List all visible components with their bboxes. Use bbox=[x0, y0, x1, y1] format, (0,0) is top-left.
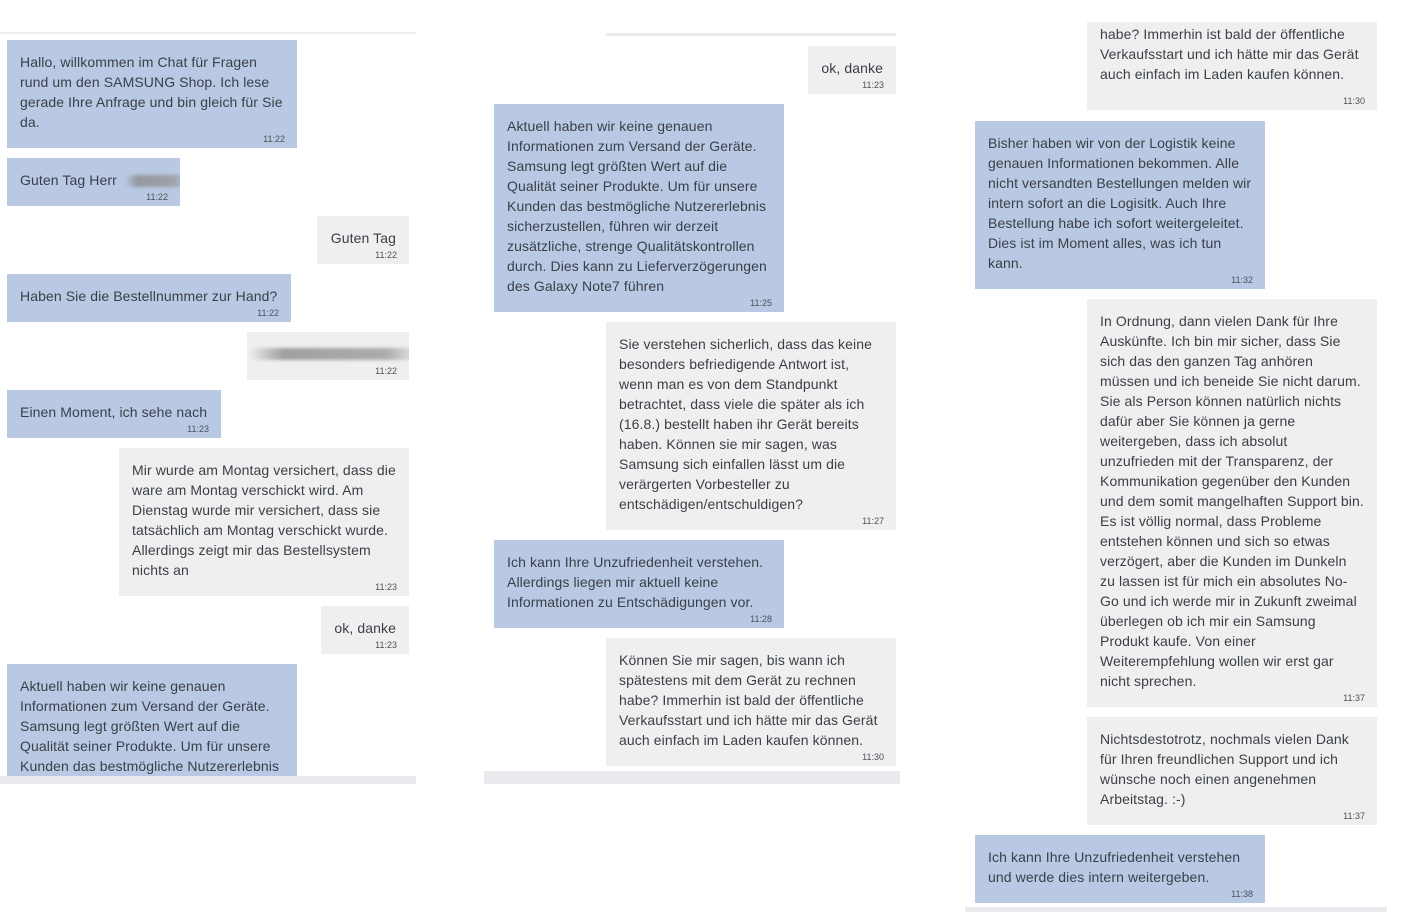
panel-bottom-bar bbox=[484, 771, 900, 784]
message-text: Mir wurde am Montag versichert, dass die ware am Montag verschickt wird. Am Dienstag wurde mir versichert, dass sie tatsächlich am Montag verschickt wurde. Allerdings zeigt mir das Bestellsystem nichts an bbox=[132, 462, 396, 578]
message-text: Sie verstehen sicherlich, dass das keine besonders befriedigende Antwort ist, wenn man es von dem Standpunkt betrachtet, dass viele die später als ich (16.8.) bestellt haben ihr Gerät bereits haben. Können sie mir sagen, was Samsung sich einfallen lässt um die verärgerten Vorbesteller zu entschädigen/entschuldigen? bbox=[619, 336, 873, 512]
message-time: 11:22 bbox=[375, 366, 397, 376]
redacted-name bbox=[125, 175, 180, 187]
message-time: 11:30 bbox=[862, 752, 884, 762]
agent-message bbox=[7, 664, 297, 776]
message-text: Hallo, willkommen im Chat für Fragen rund um den SAMSUNG Shop. Ich lese gerade Ihre Anfrage und bin gleich für Sie da. bbox=[20, 54, 283, 130]
chat-panel-2[interactable] bbox=[484, 0, 900, 912]
message-text: habe? Immerhin ist bald der öffentliche Verkaufsstart und ich hätte mir das Gerät auch einfach im Laden kaufen können. bbox=[1100, 26, 1359, 82]
agent-message bbox=[975, 835, 1265, 903]
user-message bbox=[606, 322, 896, 530]
agent-message bbox=[7, 40, 297, 148]
chat-panel-1[interactable] bbox=[0, 0, 416, 912]
message-time: 11:23 bbox=[375, 582, 397, 592]
message-time: 11:23 bbox=[862, 80, 884, 90]
user-message bbox=[119, 448, 409, 596]
message-text: Bisher haben wir von der Logistik keine genauen Informationen bekommen. Alle nicht versandten Bestellungen melden wir intern sofort an die Logisitk. Auch Ihre Bestellung habe ich sofort weitergeleitet. Dies ist im Moment alles, was ich tun kann. bbox=[988, 135, 1252, 271]
message-text: ok, danke bbox=[334, 620, 396, 636]
agent-message bbox=[494, 104, 784, 312]
chat-panel-3[interactable] bbox=[965, 0, 1387, 912]
message-text: Ich kann Ihre Unzufriedenheit verstehen und werde dies intern weitergeben. bbox=[988, 849, 1241, 885]
message-time: 11:28 bbox=[750, 614, 772, 624]
message-time: 11:22 bbox=[375, 250, 397, 260]
user-message bbox=[606, 638, 896, 766]
agent-message bbox=[7, 274, 291, 322]
message-text: Einen Moment, ich sehe nach bbox=[20, 404, 208, 420]
panel-bottom-bar bbox=[0, 776, 416, 784]
message-time: 11:23 bbox=[375, 640, 397, 650]
message-time: 11:22 bbox=[146, 192, 168, 202]
panel-top-crop bbox=[965, 0, 1387, 22]
message-text: Nichtsdestotrotz, nochmals vielen Dank für Ihren freundlichen Support und ich wünsche noch einen angenehmen Arbeitstag. :-) bbox=[1100, 731, 1349, 807]
message-text: In Ordnung, dann vielen Dank für Ihre Auskünfte. Ich bin mir sicher, dass Sie sich das den ganzen Tag anhören müssen und ich beneide Sie nicht darum. Sie als Person können natürlich nichts dafür aber Sie können ja gerne weitergeben, dass ich absolut unzufrieden mit der Transparenz, der Kommunikation gegenüber den Kunden und dem somit mangelhaften Support bin. Es ist völlig normal, dass Probleme entstehen können und sich so etwas verzögert, aber die Kunden im Dunkeln zu lassen ist für mich ein absolutes No-Go und ich werde mir in Zukunft zweimal überlegen ob ich mir ein Samsung Produkt kaufe. Von einer Weiterempfehlung wollen wir erst gar nicht sprechen. bbox=[1100, 313, 1364, 689]
agent-message bbox=[975, 121, 1265, 289]
user-message bbox=[321, 606, 409, 654]
message-time: 11:22 bbox=[257, 308, 279, 318]
message-text: Aktuell haben wir keine genauen Informationen zum Versand der Geräte. Samsung legt größten Wert auf die Qualität seiner Produkte. Um für unsere Kunden das bestmögliche Nutzererlebnis sicherzustellen, führen wir derzeit zusätzliche, strenge Qualitätskontrollen durch. Dies kann zu Lieferverzögerungen des Galaxy Note7 führen bbox=[507, 118, 767, 294]
message-time: 11:22 bbox=[263, 134, 285, 144]
message-time: 11:25 bbox=[750, 298, 772, 308]
panel-top-divider bbox=[0, 32, 416, 34]
message-time: 11:32 bbox=[1231, 275, 1253, 285]
message-text: ok, danke bbox=[821, 60, 883, 76]
message-text: Ich kann Ihre Unzufriedenheit verstehen. Allerdings liegen mir aktuell keine Informationen zu Entschädigungen vor. bbox=[507, 554, 764, 610]
user-message bbox=[1087, 299, 1377, 707]
message-time: 11:37 bbox=[1343, 693, 1365, 703]
message-text: Aktuell haben wir keine genauen Informationen zum Versand der Geräte. Samsung legt größten Wert auf die Qualität seiner Produkte. Um für unsere Kunden das bestmögliche Nutzererlebnis bbox=[20, 678, 280, 774]
user-message bbox=[1087, 717, 1377, 825]
user-message bbox=[247, 332, 409, 380]
message-time: 11:30 bbox=[1343, 96, 1365, 106]
panel-top-cut-message bbox=[606, 33, 896, 36]
agent-message bbox=[7, 158, 180, 206]
message-time: 11:23 bbox=[187, 424, 209, 434]
user-message bbox=[808, 46, 896, 94]
message-text: Guten Tag Herr bbox=[20, 172, 117, 188]
panel-bottom-bar bbox=[965, 907, 1387, 912]
message-time: 11:27 bbox=[862, 516, 884, 526]
message-text: Haben Sie die Bestellnummer zur Hand? bbox=[20, 288, 278, 304]
agent-message bbox=[7, 390, 221, 438]
message-time: 11:38 bbox=[1231, 889, 1253, 899]
message-text: Guten Tag bbox=[330, 230, 396, 246]
message-time: 11:37 bbox=[1343, 811, 1365, 821]
message-text: Können Sie mir sagen, bis wann ich spätestens mit dem Gerät zu rechnen habe? Immerhin ist bald der öffentliche Verkaufsstart und ich hätte mir das Gerät auch einfach im Laden kaufen können. bbox=[619, 652, 878, 748]
user-message bbox=[317, 216, 409, 264]
redacted-order-number bbox=[249, 348, 409, 360]
agent-message bbox=[494, 540, 784, 628]
